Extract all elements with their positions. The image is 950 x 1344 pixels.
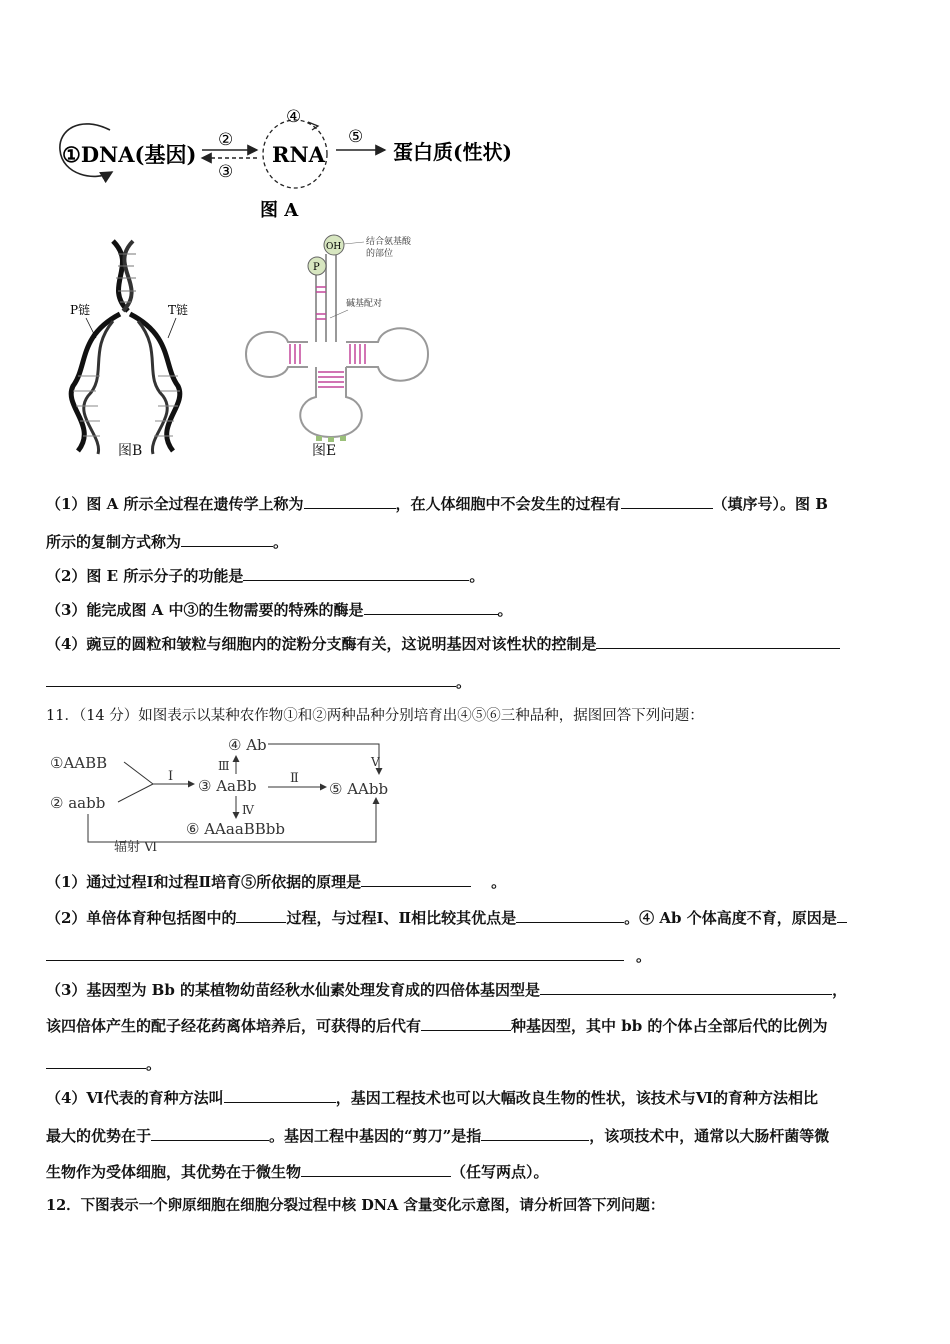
amino-acid-site-label: 结合氨基酸 xyxy=(366,237,412,247)
q11-part1: （1）通过过程Ⅰ和过程Ⅱ培育⑤所依据的原理是 。 xyxy=(46,873,507,891)
p-chain-label: P链 xyxy=(70,303,91,317)
base-pairing-label: 碱基配对 xyxy=(346,299,383,309)
step5-label: ⑤ xyxy=(348,127,364,147)
figure-b xyxy=(58,236,218,466)
figure-a-caption: 图 A xyxy=(260,200,299,221)
breeding-diagram xyxy=(46,734,416,852)
oh-label: OH xyxy=(326,242,342,252)
q11-part4-line1: （4）Ⅵ代表的育种方法叫 ，基因工程技术也可以大幅改良生物的性状，该技术与Ⅵ的育种方法相比 xyxy=(46,1089,818,1107)
step4-label: ④ xyxy=(286,107,302,127)
node-5: ⑤ AAbb xyxy=(329,780,389,798)
q11-part3-line3: 。 xyxy=(46,1054,161,1074)
q11-part2-line2: 。 xyxy=(46,946,651,966)
q10-part4-line2: 。 xyxy=(46,672,471,692)
q11-part3-line2: 该四倍体产生的配子经花药离体培养后，可获得的后代有 种基因型，其中 bb 的个体占全部后代的比例为 xyxy=(46,1017,828,1035)
q11-part4-line2: 最大的优势在于 。基因工程中基因的“剪刀”是指 ，该项技术中，通常以大肠杆菌等微 xyxy=(46,1127,830,1145)
q11-part2-line1: （2）单倍体育种包括图中的 过程，与过程Ⅰ、Ⅱ相比较其优点是 。④ Ab 个体高度不育，原因是 xyxy=(46,908,847,928)
dna-label: ①DNA(基因) xyxy=(62,142,197,167)
node-1: ①AABB xyxy=(50,754,108,772)
q12-title: 12．下图表示一个卵原细胞在细胞分裂过程中核 DNA 含量变化示意图，请分析回答下列问题： xyxy=(46,1197,665,1214)
step3-label: ③ xyxy=(218,162,234,182)
amino-acid-site-label-2: 的部位 xyxy=(366,249,394,259)
figure-e-caption: 图E xyxy=(312,443,337,459)
q11-title: 11．（14 分）如图表示以某种农作物①和②两种品种分别培育出④⑤⑥三种品种，据图回答下列问题： xyxy=(46,708,704,724)
q10-part3: （3）能完成图 A 中③的生物需要的特殊的酶是 。 xyxy=(46,601,513,619)
rna-label: RNA xyxy=(272,142,325,167)
q10-part2: （2）图 E 所示分子的功能是 。 xyxy=(46,567,485,585)
q11-part4-line3: 生物作为受体细胞，其优势在于微生物 （任写两点）。 xyxy=(46,1163,549,1181)
q11-part3-line1: （3）基因型为 Bb 的某植物幼苗经秋水仙素处理发育成的四倍体基因型是 ， xyxy=(46,981,848,999)
node-4: ④ Ab xyxy=(228,736,267,754)
d-loop xyxy=(246,332,308,377)
process-IV: Ⅳ xyxy=(242,803,254,817)
figure-e xyxy=(238,232,438,442)
t-chain-label: T链 xyxy=(168,303,189,317)
process-I: Ⅰ xyxy=(168,769,174,784)
protein-label: 蛋白质(性状) xyxy=(393,140,512,164)
node-2: ② aabb xyxy=(50,794,106,812)
figure-a xyxy=(50,100,550,225)
step2-label: ② xyxy=(218,130,234,150)
process-VI: 辐射 Ⅵ xyxy=(114,840,158,852)
q10-part1-line2: 所示的复制方式称为 。 xyxy=(46,533,289,551)
figure-b-caption: 图B xyxy=(118,443,143,459)
t-loop xyxy=(346,328,428,380)
p-label: P xyxy=(313,262,320,273)
process-V: Ⅴ xyxy=(371,755,380,769)
q10-part4-line1: （4）豌豆的圆粒和皱粒与细胞内的淀粉分支酶有关，这说明基因对该性状的控制是 xyxy=(46,634,840,654)
node-3: ③ AaBb xyxy=(198,777,257,795)
process-III: Ⅲ xyxy=(218,759,230,773)
node-6: ⑥ AAaaBBbb xyxy=(186,820,286,838)
process-II: Ⅱ xyxy=(290,771,299,786)
q10-part1-line1: （1）图 A 所示全过程在遗传学上称为 ，在人体细胞中不会发生的过程有 （填序号）。图 B xyxy=(46,495,828,513)
